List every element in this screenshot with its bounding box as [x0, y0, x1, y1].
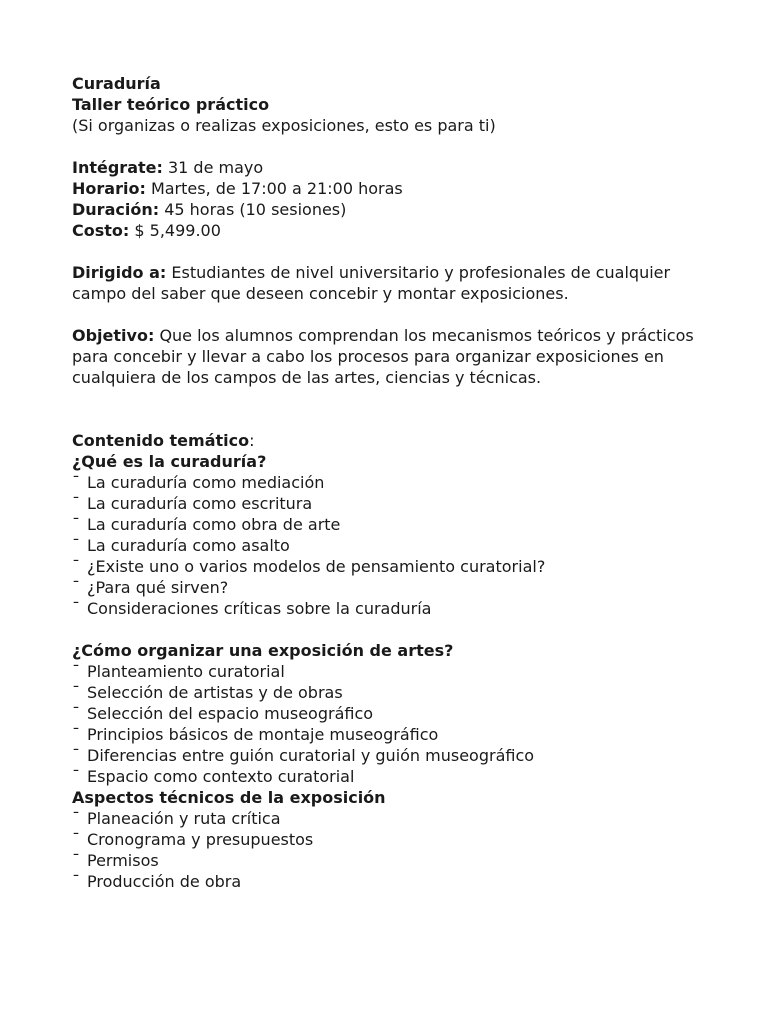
list-item-text: Producción de obra — [87, 872, 242, 891]
detail-label: Horario: — [72, 179, 146, 198]
detail-start — [72, 157, 712, 178]
list-item — [72, 724, 712, 745]
list-item-text: La curaduría como asalto — [87, 536, 290, 555]
list-item — [72, 514, 712, 535]
bullet-mark: ˉ — [72, 536, 80, 555]
list-item — [72, 745, 712, 766]
list-item — [72, 535, 712, 556]
bullet-mark: ˉ — [72, 872, 80, 891]
contenido-colon: : — [249, 431, 255, 450]
document-title: Curaduría — [72, 74, 161, 93]
document-subtitle: Taller teórico práctico — [72, 95, 270, 114]
list-item-text: Diferencias entre guión curatorial y guión museográfico — [87, 746, 535, 765]
bullet-mark: ˉ — [72, 704, 80, 723]
list-item — [72, 850, 712, 871]
list-item — [72, 808, 712, 829]
list-item — [72, 766, 712, 787]
list-item-text: Consideraciones críticas sobre la curaduría — [87, 599, 432, 618]
list-item-text: La curaduría como obra de arte — [87, 515, 341, 534]
list-item-text: Selección del espacio museográfico — [87, 704, 374, 723]
list-item-text: ¿Para qué sirven? — [87, 578, 229, 597]
list-item — [72, 682, 712, 703]
list-item-text: Espacio como contexto curatorial — [87, 767, 355, 786]
list-item-text: ¿Existe uno o varios modelos de pensamiento curatorial? — [87, 557, 546, 576]
dirigido-text: Estudiantes de nivel universitario y profesionales de cualquier campo del saber que deseen concebir y montar exposiciones. — [72, 263, 671, 303]
contenido-heading — [72, 430, 712, 451]
objetivo-paragraph — [72, 325, 712, 388]
list-item-text: Planteamiento curatorial — [87, 662, 285, 681]
bullet-mark: ˉ — [72, 578, 80, 597]
list-item — [72, 556, 712, 577]
detail-label: Intégrate: — [72, 158, 163, 177]
section-heading: Aspectos técnicos de la exposición — [72, 788, 386, 807]
list-item — [72, 493, 712, 514]
bullet-mark: ˉ — [72, 515, 80, 534]
contenido-label: Contenido temático — [72, 431, 250, 450]
bullet-mark: ˉ — [72, 767, 80, 786]
dirigido-paragraph — [72, 262, 712, 304]
list-item-text: Principios básicos de montaje museográfico — [87, 725, 439, 744]
list-item — [72, 871, 712, 892]
bullet-mark: ˉ — [72, 662, 80, 681]
dirigido-label: Dirigido a: — [72, 263, 167, 282]
detail-label: Costo: — [72, 221, 130, 240]
bullet-mark: ˉ — [72, 746, 80, 765]
detail-value: Martes, de 17:00 a 21:00 horas — [150, 179, 403, 198]
bullet-mark: ˉ — [72, 809, 80, 828]
bullet-mark: ˉ — [72, 851, 80, 870]
detail-value: 45 horas (10 sesiones) — [164, 200, 347, 219]
detail-value: $ 5,499.00 — [134, 221, 221, 240]
document-page — [72, 73, 712, 892]
bullet-mark: ˉ — [72, 599, 80, 618]
list-item — [72, 472, 712, 493]
bullet-mark: ˉ — [72, 830, 80, 849]
list-item-text: Cronograma y presupuestos — [87, 830, 314, 849]
list-item-text: La curaduría como mediación — [87, 473, 325, 492]
detail-label: Duración: — [72, 200, 160, 219]
bullet-mark: ˉ — [72, 557, 80, 576]
list-item-text: Permisos — [87, 851, 159, 870]
list-item — [72, 577, 712, 598]
list-item-text: Planeación y ruta crítica — [87, 809, 281, 828]
section-heading: ¿Qué es la curaduría? — [72, 452, 267, 471]
bullet-mark: ˉ — [72, 494, 80, 513]
bullet-mark: ˉ — [72, 683, 80, 702]
list-item — [72, 703, 712, 724]
list-item — [72, 829, 712, 850]
detail-duration — [72, 199, 712, 220]
bullet-mark: ˉ — [72, 725, 80, 744]
detail-cost — [72, 220, 712, 241]
list-item — [72, 598, 712, 619]
list-item — [72, 661, 712, 682]
section-heading: ¿Cómo organizar una exposición de artes? — [72, 641, 454, 660]
list-item-text: Selección de artistas y de obras — [87, 683, 343, 702]
bullet-mark: ˉ — [72, 473, 80, 492]
document-tagline: (Si organizas o realizas exposiciones, esto es para ti) — [72, 116, 496, 135]
objetivo-text: Que los alumnos comprendan los mecanismos teóricos y prácticos para concebir y llevar a cabo los procesos para organizar exposiciones en cualquiera de los campos de las artes, ciencias y técnicas. — [72, 326, 694, 387]
detail-schedule — [72, 178, 712, 199]
list-item-text: La curaduría como escritura — [87, 494, 313, 513]
objetivo-label: Objetivo: — [72, 326, 155, 345]
detail-value: 31 de mayo — [167, 158, 264, 177]
